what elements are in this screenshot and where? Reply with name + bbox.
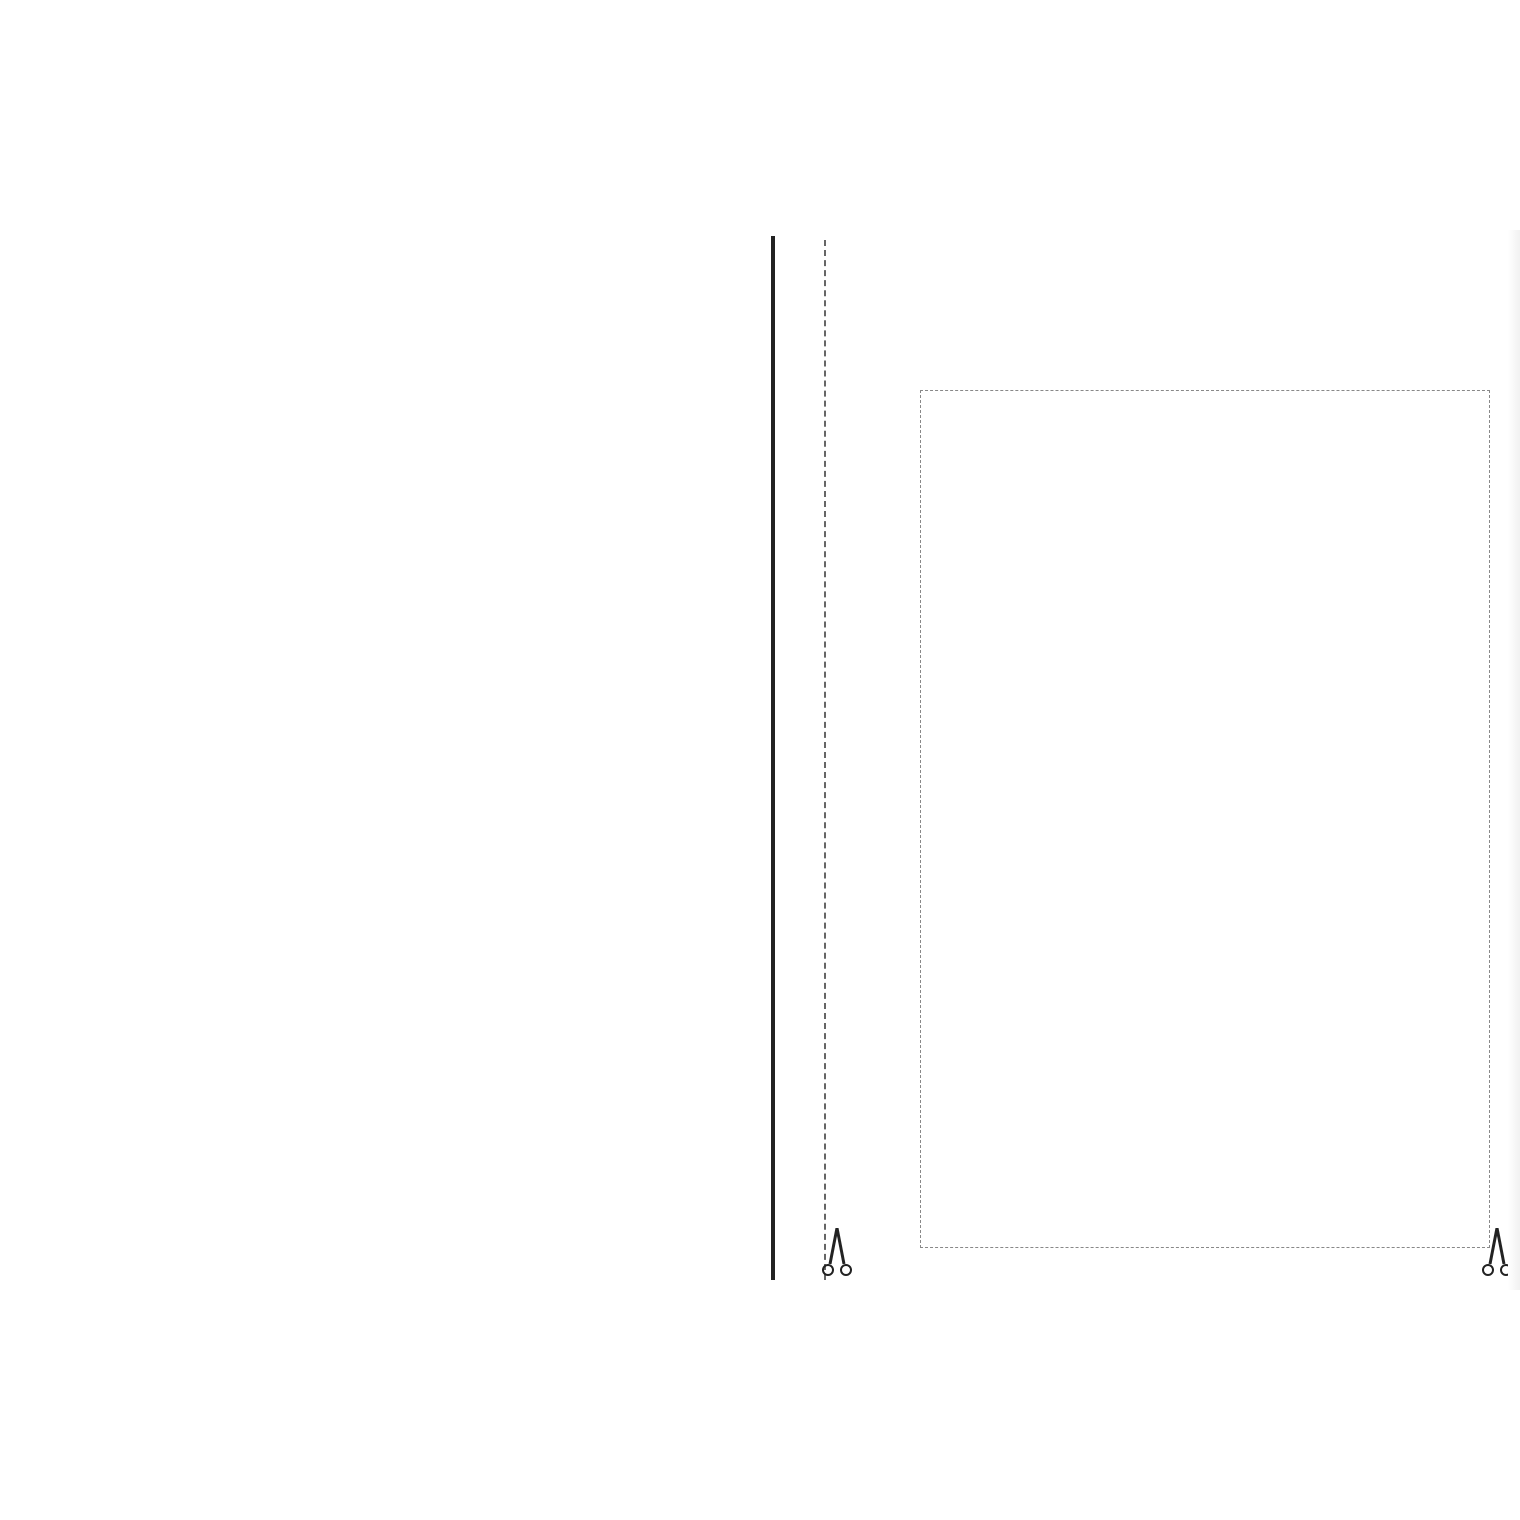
right-page: [808, 230, 1520, 1290]
cut-line: [824, 240, 826, 1280]
spiral-binding: [744, 236, 804, 1286]
left-page: [0, 230, 740, 1290]
spine-wire: [771, 236, 775, 1280]
scissors-icon: [820, 1228, 854, 1278]
page-edge: [1508, 230, 1520, 1290]
rhythm-card-grid: [920, 390, 1490, 1248]
